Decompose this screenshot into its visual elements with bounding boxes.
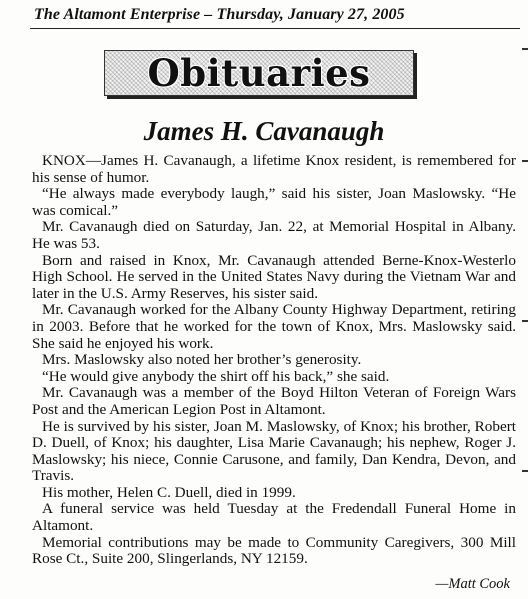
paragraph: “He always made everybody laugh,” said his sister, Joan Maslowsky. “He was comical.” — [32, 185, 516, 219]
section-banner — [104, 50, 414, 96]
paragraph: Mrs. Maslowsky also noted her brother’s generosity. — [42, 351, 362, 369]
paragraph: He is survived by his sister, Joan M. Maslowsky, of Knox; his brother, Robert D. Duell, of Knox; his daughter, Lisa Marie Cavanaugh; his nephew, Roger J. Maslowsky; his niece, Connie Carusone, and family, Dan Kendra, Devon, and Travis. — [32, 417, 516, 485]
paragraph: Mr. Cavanaugh was a member of the Boyd Hilton Veteran of Foreign Wars Post and the American Legion Post in Altamont. — [32, 384, 516, 418]
obituary-headline: James H. Cavanaugh — [143, 116, 385, 146]
paragraph: Mr. Cavanaugh worked for the Albany County Highway Department, retiring in 2003. Before that he worked for the town of Knox, Mrs. Maslowsky said. She said he enjoyed his work. — [32, 301, 516, 352]
masthead-rule — [30, 28, 520, 29]
paragraph: Born and raised in Knox, Mr. Cavanaugh attended Berne-Knox-Westerlo High School. He served in the United States Navy during the Vietnam War and later in the U.S. Army Reserves, his sister said. — [32, 251, 516, 302]
paragraph: Mr. Cavanaugh died on Saturday, Jan. 22, at Memorial Hospital in Albany. He was 53. — [32, 218, 516, 252]
paragraph: His mother, Helen C. Duell, died in 1999. — [42, 483, 296, 501]
edge-mark — [522, 320, 528, 322]
edge-mark — [522, 48, 528, 50]
paragraph: KNOX—James H. Cavanaugh, a lifetime Knox resident, is remembered for his sense of humor. — [32, 152, 516, 186]
byline: —Matt Cook — [435, 576, 510, 592]
edge-mark — [522, 470, 528, 472]
edge-mark — [522, 160, 528, 162]
paragraph: Memorial contributions may be made to Community Caregivers, 300 Mill Rose Ct., Suite 200, Slingerlands, NY 12159. — [32, 533, 516, 568]
paragraph: “He would give anybody the shirt off his back,” she said. — [42, 367, 390, 385]
paragraph: A funeral service was held Tuesday at the Fredendall Funeral Home in Altamont. — [32, 500, 516, 535]
newspaper-masthead: The Altamont Enterprise – Thursday, January 27, 2005 — [34, 6, 405, 23]
obituary-body — [32, 153, 516, 568]
section-title: Obituaries — [147, 51, 371, 95]
